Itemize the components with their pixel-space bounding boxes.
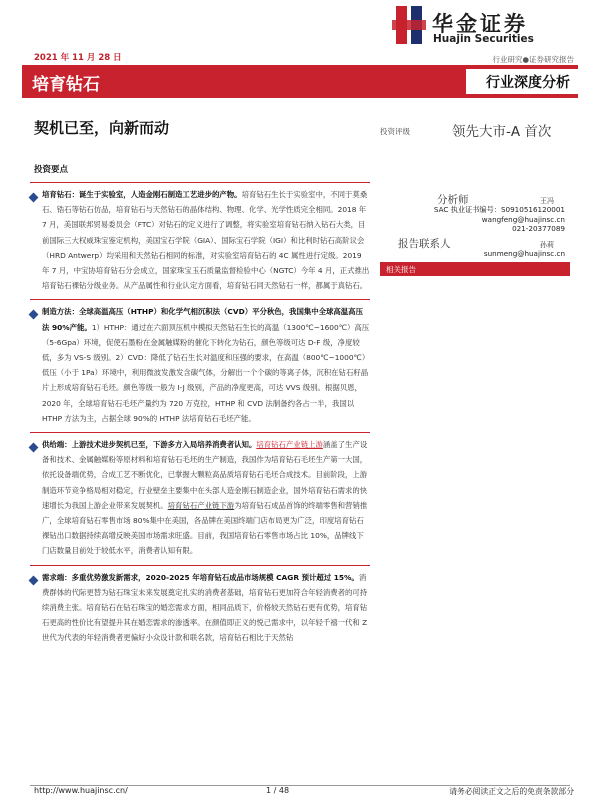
analyst-sac: SAC 执业证书编号：S0910516120001	[433, 205, 565, 214]
point-body: 涵盖了生产设备和技术、金属触媒粉等原材料和培育钻石毛坯的生产制造，我国作为培育钻石毛坯生产第一大国，依托设备端优势，合成工艺不断优化，已掌握大颗粒高品质培育钻石毛坯合成技术。目前阶段，上游制造环节竞争格局相对稳定，行业壁垒主要集中在头部人造金刚石制造企业，国外培育钻石需求的快速增长为我国上游企业带来发展契机。	[42, 440, 368, 510]
company-logo	[392, 6, 592, 46]
report-date: 2021 年 11 月 28 日	[34, 53, 122, 63]
summary-point	[30, 183, 370, 299]
point-body: 1）HTHP：通过在六面顶压机中模拟天然钻石生长的高温（1300℃~1600℃）高压（5-6Gpa）环境，促使石墨粉在金属触媒粉的催化下转化为钻石，颜色等级可达 D-F 级，净度较低，多为 VS-S 级别。2）CVD：降低了钻石生长对温度和压强的要求，在高温（800℃~1000℃）低压（小于 1Pa）环境中，利用微波发激发含碳气体，分解出一个个碳的等离子体，沉积在钻石籽晶片上形成培育钻石毛坯。颜色等级一般为 I-J 级别，产品的净度更高，可达 VVS 级别。根据贝恩，2020 年，全球培育钻石毛坯产量约为 720 万克拉，HTHP 和 CVD 法制备约各占一半，我国以 HTHP 方法为主，占据全球 90%的 HTHP 法培育钻石毛坯产能。	[42, 322, 370, 423]
logo-name-en: Huajin Securities	[433, 33, 534, 45]
rating-value: 领先大市-A 首次	[452, 124, 552, 140]
analyst-name: 王冯	[540, 197, 554, 205]
point-title: 制造方法：全球高温高压（HTHP）和化学气相沉积法（CVD）平分秋色，我国集中全球高温高压法 90%产能。	[42, 307, 363, 332]
point-title: 需求端：多重优势激发新需求，2020-2025 年培育钻石成品市场规模 CAGR 预计超过 15%。	[42, 572, 359, 582]
footer-url[interactable]: http://www.huajinsc.cn/	[34, 786, 128, 795]
point-body: 培育钻石生长于实验室中，不同于莫桑石、锆石等钻石仿品，培育钻石与天然钻石的晶体结构、物理、化学、光学性质完全相同。2018 年 7 月，美国联邦贸易委员会（FTC）对钻石的定义进行了调整，将实验室培育钻石纳入钻石大类，目前国际三大权威珠宝鉴定机构，美国宝石学院（GIA）、国际宝石学院（IGI）和比利时钻石高阶议会（HRD Antwerp）均采用和天然钻石相同的标准，对实验室培育钻石的 4C 属性进行定级。2019 年 7 月，中宝协培育钻石分会成立，国家珠宝玉石质量监督检验中心（NGTC）今年 4 月，正式推出培育钻石裸钻分级业务。从产品属性和行业认定方面看，培育钻石同天然钻石一样，都属于真钻石。	[42, 190, 370, 291]
analyst-email[interactable]: wangfeng@huajinsc.cn	[481, 214, 565, 224]
disclaimer-note: 请务必阅读正文之后的免责条款部分	[449, 787, 574, 796]
report-tags: 行业研究●证券研究报告	[492, 55, 574, 64]
title-band	[22, 65, 578, 98]
point-title: 供给端：上游技术进步契机已至，下游多方入局培养消费者认知。	[42, 440, 257, 450]
report-type: 行业深度分析	[486, 75, 570, 91]
contact-label: 报告联系人	[398, 238, 451, 250]
analyst-label: 分析师	[437, 194, 469, 206]
point-title: 培育钻石：诞生于实验室，人造金刚石制造工艺进步的产物。	[42, 190, 242, 199]
summary-point	[30, 566, 370, 652]
summary-point	[30, 300, 370, 432]
diamond-bullet-icon	[29, 193, 39, 203]
section-heading: 投资要点	[34, 165, 69, 175]
contact-email[interactable]: sunmeng@huajinsc.cn	[483, 249, 565, 258]
report-headline: 契机已至，向新而动	[34, 119, 170, 137]
contact-name: 孙莉	[540, 241, 554, 249]
industry-title: 培育钻石	[32, 75, 100, 95]
rating-label: 投资评级	[380, 127, 410, 136]
analyst-phone: 021-20377089	[512, 224, 565, 233]
logo-name-cn: 华金证券	[432, 12, 528, 36]
point-link: 培育钻石产业链下游	[167, 500, 235, 510]
diamond-bullet-icon	[29, 310, 39, 320]
related-reports-label: 相关报告	[386, 265, 416, 274]
summary-point	[30, 433, 370, 565]
huajin-logo-icon	[392, 6, 426, 44]
diamond-bullet-icon	[29, 575, 39, 585]
point-body: 为培育钻石成品首饰的终端零售和营销推广，全球培育钻石零售市场 80%集中在美国，各品牌在美国终端门店布局更为广泛，印度培育钻石裸钻出口数据持续高增反映美国市场需求旺盛。目前，我国培育钻石零售市场占比 10%，品牌线下门店数量目前处于较低水平，消费者认知有限。	[42, 500, 368, 556]
diamond-bullet-icon	[29, 443, 39, 453]
summary-column	[30, 182, 370, 652]
analyst-info	[433, 205, 565, 234]
related-reports-header	[380, 262, 570, 276]
point-link: 培育钻石产业链上游	[256, 440, 323, 450]
point-body: 消费群体的代际更替为钻石珠宝未来发展奠定扎实的消费者基础，培育钻石更加符合年轻消费者的可持续消费主张。培育钻石在钻石珠宝的婚恋需求方面，相同品质下，价格较天然钻石更有优势，培育钻石更高的性价比有望提升其在婚恋需求的渗透率。在颜值即正义的悦己需求中，以年轻千禧一代和 Z 世代为代表的年轻消费者更偏好小众设计款和联名款，培育钻石相比于天然钻	[42, 572, 368, 643]
page-number: 1 / 48	[266, 786, 290, 795]
report-type-box	[466, 69, 578, 94]
